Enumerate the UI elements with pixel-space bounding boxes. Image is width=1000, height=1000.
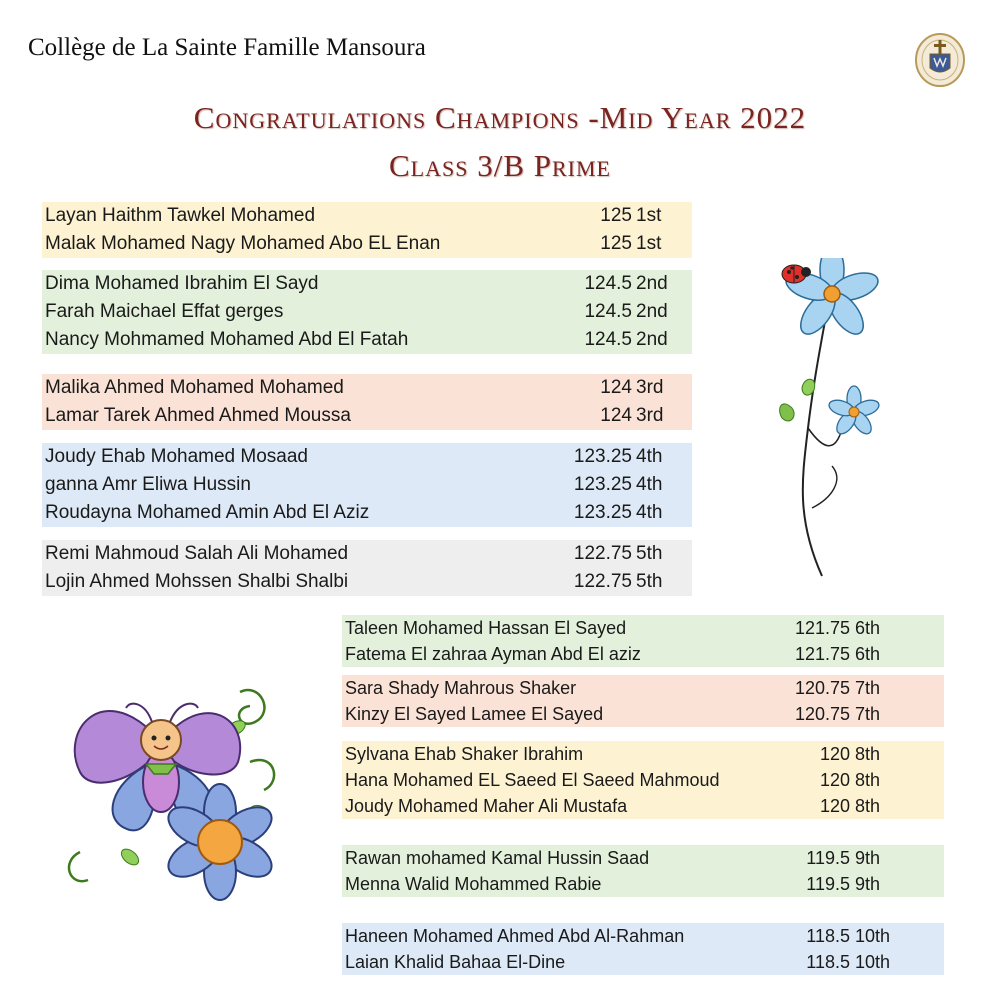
student-rank: 1st (636, 205, 662, 226)
rank-group-9th (342, 845, 944, 897)
school-crest-icon (912, 28, 968, 88)
student-name: Joudy Mohamed Maher Ali Mustafa (345, 796, 628, 816)
student-score: 120 (819, 770, 850, 790)
table-row (42, 402, 692, 430)
student-name: Fatema El zahraa Ayman Abd El aziz (345, 644, 641, 664)
student-score: 120 (819, 744, 850, 764)
student-rank: 4th (636, 446, 663, 467)
student-rank: 2nd (636, 301, 668, 322)
rank-group-6th (342, 615, 944, 667)
rank-group-10th (342, 923, 944, 975)
page-title: Congratulations Champions -Mid Year 2022 (193, 100, 807, 135)
student-score: 124 (600, 405, 632, 426)
student-rank: 4th (636, 474, 663, 495)
student-rank: 2nd (636, 329, 668, 350)
class-subtitle: Class 3/B Prime (388, 148, 611, 183)
student-name: Malak Mohamed Nagy Mohamed Abo EL Enan (45, 233, 441, 254)
table-row (42, 540, 692, 568)
student-rank: 8th (855, 796, 881, 816)
student-name: Dima Mohamed Ibrahim El Sayd (45, 273, 319, 294)
student-score: 124.5 (584, 329, 632, 350)
student-rank: 10th (855, 952, 891, 972)
student-name: Lojin Ahmed Mohssen Shalbi Shalbi (45, 571, 349, 592)
student-rank: 2nd (636, 273, 668, 294)
student-name: Malika Ahmed Mohamed Mohamed (45, 377, 344, 398)
student-score: 120.75 (794, 678, 850, 698)
table-row (42, 499, 692, 527)
student-name: Joudy Ehab Mohamed Mosaad (45, 446, 308, 467)
student-name: Roudayna Mohamed Amin Abd El Aziz (45, 502, 370, 523)
table-row (42, 202, 692, 230)
table-row (342, 871, 944, 897)
student-rank: 1st (636, 233, 662, 254)
student-score: 121.75 (794, 644, 850, 664)
student-name: Haneen Mohamed Ahmed Abd Al-Rahman (345, 926, 685, 946)
student-rank: 6th (855, 644, 881, 664)
student-score: 122.75 (573, 571, 632, 592)
student-score: 119.5 (806, 874, 850, 894)
student-score: 121.75 (794, 618, 850, 638)
rank-group-8th (342, 741, 944, 819)
student-rank: 8th (855, 770, 881, 790)
rank-group-3rd (42, 374, 692, 430)
student-rank: 7th (855, 704, 881, 724)
student-score: 124.5 (584, 301, 632, 322)
student-score: 123.25 (573, 502, 632, 523)
student-name: Rawan mohamed Kamal Hussin Saad (345, 848, 650, 868)
student-rank: 5th (636, 543, 663, 564)
student-score: 122.75 (573, 543, 632, 564)
student-score: 119.5 (806, 848, 850, 868)
student-score: 120.75 (794, 704, 850, 724)
table-row (42, 443, 692, 471)
student-rank: 3rd (636, 377, 664, 398)
table-row (42, 374, 692, 402)
student-rank: 8th (855, 744, 881, 764)
student-score: 124.5 (584, 273, 632, 294)
school-name: Collège de La Sainte Famille Mansoura (28, 34, 426, 61)
table-row (342, 701, 944, 727)
table-row (342, 641, 944, 667)
table-row (342, 615, 944, 641)
table-row (342, 793, 944, 819)
rank-group-4th (42, 443, 692, 527)
student-name: Farah Maichael Effat gerges (45, 301, 284, 322)
student-score: 123.25 (573, 474, 632, 495)
student-name: Layan Haithm Tawkel Mohamed (45, 205, 316, 226)
student-name: Nancy Mohmamed Mohamed Abd El Fatah (45, 329, 409, 350)
table-row (342, 949, 944, 975)
student-rank: 9th (855, 874, 881, 894)
table-row (342, 675, 944, 701)
table-row (42, 326, 692, 354)
student-rank: 6th (855, 618, 881, 638)
rank-group-5th (42, 540, 692, 596)
table-row (342, 923, 944, 949)
student-score: 125 (600, 205, 632, 226)
student-rank: 5th (636, 571, 663, 592)
student-score: 125 (600, 233, 632, 254)
rank-group-1st (42, 202, 692, 258)
student-score: 118.5 (806, 926, 850, 946)
student-name: Menna Walid Mohammed Rabie (345, 874, 602, 894)
student-score: 124 (600, 377, 632, 398)
table-row (42, 298, 692, 326)
student-name: Taleen Mohamed Hassan El Sayed (345, 618, 627, 638)
daisy-with-ladybug-icon (752, 258, 902, 580)
student-rank: 4th (636, 502, 663, 523)
table-row (42, 270, 692, 298)
table-row (42, 568, 692, 596)
rank-group-2nd (42, 270, 692, 354)
table-row (342, 767, 944, 793)
student-name: Lamar Tarek Ahmed Ahmed Moussa (45, 405, 351, 426)
student-score: 123.25 (573, 446, 632, 467)
student-name: Hana Mohamed EL Saeed El Saeed Mahmoud (345, 770, 720, 790)
student-rank: 10th (855, 926, 891, 946)
table-row (342, 845, 944, 871)
table-row (42, 471, 692, 499)
student-score: 120 (819, 796, 850, 816)
student-name: Laian Khalid Bahaa El-Dine (345, 952, 566, 972)
student-name: Sara Shady Mahrous Shaker (345, 678, 577, 698)
student-name: Sylvana Ehab Shaker Ibrahim (345, 744, 584, 764)
student-rank: 3rd (636, 405, 664, 426)
student-name: Remi Mahmoud Salah Ali Mohamed (45, 543, 349, 564)
student-name: ganna Amr Eliwa Hussin (45, 474, 251, 495)
student-rank: 9th (855, 848, 881, 868)
student-rank: 7th (855, 678, 881, 698)
rank-group-7th (342, 675, 944, 727)
table-row (342, 741, 944, 767)
butterfly-with-flower-icon (60, 672, 310, 912)
student-score: 118.5 (806, 952, 850, 972)
table-row (42, 230, 692, 258)
student-name: Kinzy El Sayed Lamee El Sayed (345, 704, 604, 724)
